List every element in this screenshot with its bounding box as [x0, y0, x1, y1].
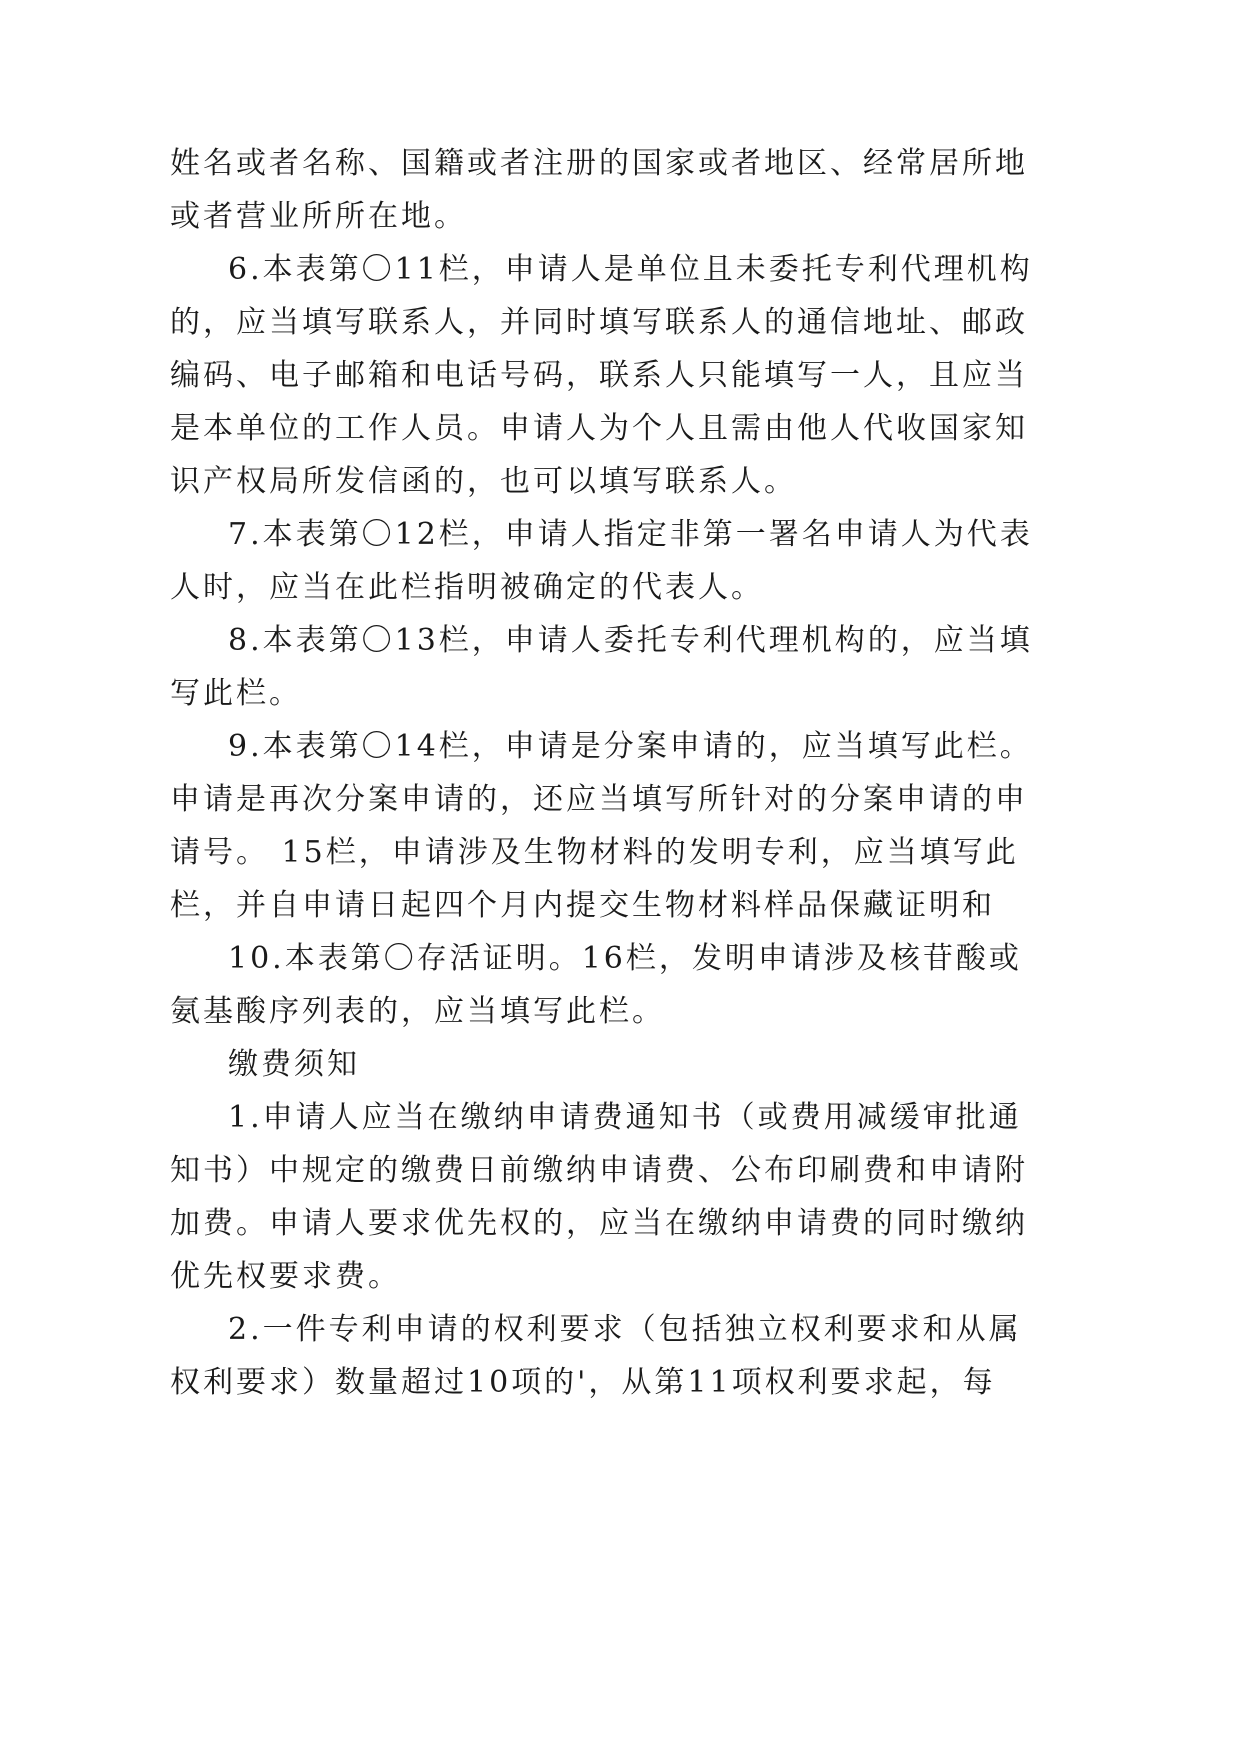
text-line: 姓名或者名称、国籍或者注册的国家或者地区、经常居所地	[170, 146, 1028, 181]
text-line: 9.本表第〇14栏，申请是分案申请的，应当填写此栏。	[228, 729, 1033, 764]
text-line: 是本单位的工作人员。申请人为个人且需由他人代收国家知	[170, 411, 1028, 446]
text-line: 优先权要求费。	[170, 1259, 401, 1294]
text-line: 或者营业所所在地。	[170, 199, 467, 234]
text-line: 写此栏。	[170, 676, 302, 711]
text-line: 申请是再次分案申请的，还应当填写所针对的分案申请的申	[170, 782, 1028, 817]
text-line: 7.本表第〇12栏，申请人指定非第一署名申请人为代表	[228, 517, 1033, 552]
text-line: 识产权局所发信函的，也可以填写联系人。	[170, 464, 797, 499]
section-heading: 缴费须知	[228, 1047, 360, 1082]
text-line: 加费。申请人要求优先权的，应当在缴纳申请费的同时缴纳	[170, 1206, 1028, 1241]
text-line: 的，应当填写联系人，并同时填写联系人的通信地址、邮政	[170, 305, 1028, 340]
text-line: 请号。 15栏，申请涉及生物材料的发明专利，应当填写此	[170, 835, 1019, 870]
text-line: 权利要求）数量超过10项的'，从第11项权利要求起，每	[170, 1365, 996, 1400]
text-line: 10.本表第〇存活证明。16栏，发明申请涉及核苷酸或	[228, 941, 1022, 976]
text-line: 知书）中规定的缴费日前缴纳申请费、公布印刷费和申请附	[170, 1153, 1028, 1188]
text-line: 编码、电子邮箱和电话号码，联系人只能填写一人，且应当	[170, 358, 1028, 393]
text-line: 氨基酸序列表的，应当填写此栏。	[170, 994, 665, 1029]
text-line: 8.本表第〇13栏，申请人委托专利代理机构的，应当填	[228, 623, 1033, 658]
text-line: 6.本表第〇11栏，申请人是单位且未委托专利代理机构	[228, 252, 1033, 287]
text-line: 人时，应当在此栏指明被确定的代表人。	[170, 570, 764, 605]
text-line: 2.一件专利申请的权利要求（包括独立权利要求和从属	[228, 1312, 1022, 1347]
text-line: 1.申请人应当在缴纳申请费通知书（或费用减缓审批通	[228, 1100, 1022, 1135]
text-line: 栏，并自申请日起四个月内提交生物材料样品保藏证明和	[170, 888, 995, 923]
